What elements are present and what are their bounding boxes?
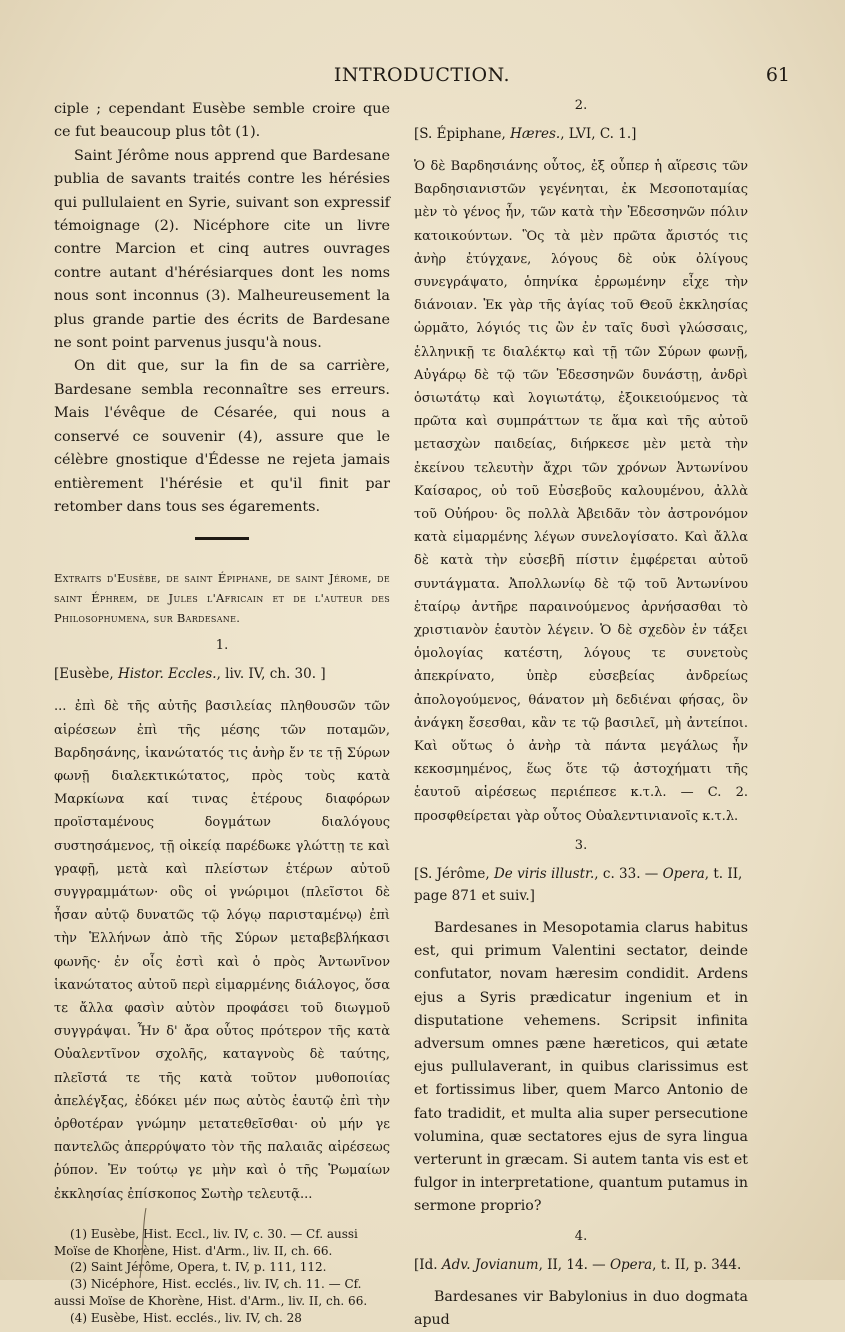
- source-reference: [414, 1254, 748, 1276]
- ref-title: Adv. Jovianum: [441, 1256, 539, 1273]
- ref-prefix: [S. Épiphane,: [414, 126, 511, 142]
- ref-middle: , c. 33. —: [594, 865, 663, 882]
- footnote: (2) Saint Jérôme, Opera, t. IV, p. 111, 112.: [70, 1260, 327, 1275]
- footnote: (3) Nicéphore, Hist. ecclés., liv. IV, ch. 11. — Cf. aussi Moïse de Khorène, Hist. d'Arm., liv. II, ch. 66.: [54, 1277, 368, 1308]
- extraits-heading: Extraits d'Eusèbe, de saint Épiphane, de saint Jérome, de saint Éphrem, de Jules l'Africain et de l'auteur des Philosophumena, sur Bardesane.: [54, 571, 390, 626]
- footnote: (4) Eusèbe, Hist. ecclés., liv. IV, ch. 28: [70, 1310, 302, 1325]
- running-head: [54, 64, 790, 86]
- latin-extract: Bardesanes vir Babylonius in duo dogmata apud: [414, 1288, 748, 1328]
- ref-title-2: Opera: [662, 865, 705, 882]
- footnotes: [54, 1226, 390, 1327]
- ref-suffix: , t. II, page 871 et suiv.]: [414, 865, 743, 904]
- section-number: 1.: [215, 638, 229, 654]
- source-reference: [414, 123, 748, 145]
- paper-crease-mark: [138, 1208, 148, 1278]
- ref-suffix: , LVI, C. 1.]: [560, 126, 637, 142]
- ref-middle: , II, 14. —: [538, 1256, 610, 1273]
- ref-suffix: , liv. IV, ch. 30. ]: [216, 666, 326, 683]
- ref-prefix: [Id.: [414, 1256, 442, 1273]
- body-paragraph: On dit que, sur la fin de sa carrière, Bardesane sembla reconnaître ses erreurs. Mais l'évêque de Césarée, qui nous a conservé ce souvenir (4), assure que le célèbre gnostique d'Édesse ne rejeta jamais entièrement l'hérésie et qu'il finit par retomber dans tous ses égarements.: [54, 358, 390, 515]
- running-title: INTRODUCTION.: [333, 64, 511, 86]
- section-number: 2.: [574, 98, 588, 113]
- source-reference: [54, 663, 390, 685]
- body-paragraph: Saint Jérôme nous apprend que Bardesane publia de savants traités contre les hérésies qui pullulaient en Syrie, suivant son expressif témoignage (2). Nicéphore cite un livre contre Marcion et cinq autres ouvrages contre autant d'hérésiarques dont les noms nous sont inconnus (3). Malheureusement la plus grande partie des écrits de Bardesane ne sont point parvenus jusqu'à nous.: [54, 147, 390, 352]
- right-column: [414, 98, 748, 1332]
- ref-title-2: Opera: [609, 1256, 653, 1273]
- left-column: [54, 98, 390, 1327]
- page-number: 61: [765, 64, 790, 86]
- ref-title: De viris illustr.: [493, 865, 595, 882]
- source-reference: [414, 863, 748, 907]
- ref-title: Histor. Eccles.: [117, 666, 217, 683]
- ref-suffix: , t. II, p. 344.: [652, 1256, 742, 1273]
- section-number: 4.: [574, 1228, 588, 1244]
- section-number: 3.: [574, 837, 588, 853]
- greek-extract: Ὁ δὲ Βαρδησιάνης οὗτος, ἐξ οὗπερ ἡ αἵρεσις τῶν Βαρδησιανιστῶν γεγένηται, ἐκ Μεσοποταμίας μὲν τὸ γένος ἦν, τῶν κατὰ τὴν Ἐδεσσηνῶν πόλιν κατοικούντων. Ὃς τὰ μὲν πρῶτα ἄριστός τις ἀνὴρ ἐτύγχανε, λόγους δὲ οὐκ ὀλίγους συνεγράψατο, ὁπηνίκα ἐρρωμένην εἶχε τὴν διάνοιαν. Ἐκ γὰρ τῆς ἁγίας τοῦ Θεοῦ ἐκκλησίας ὡρμᾶτο, λόγιός τις ὢν ἐν ταῖς δυσὶ γλώσσαις, ἑλληνικῇ τε διαλέκτῳ καὶ τῇ τῶν Σύρων φωνῇ, Αὐγάρῳ δὲ τῷ τῶν Ἐδεσσηνῶν δυνάστῃ, ἀνδρὶ ὁσιωτάτῳ καὶ λογιωτάτῳ, ἐξοικειούμενος τὰ πρῶτα καὶ συμπράττων τε ἅμα καὶ τῆς αὐτοῦ μετασχὼν παιδείας, διήρκεσε μὲν μετὰ τὴν ἐκείνου τελευτὴν ἄχρι τῶν χρόνων Ἀντωνίνου Καίσαρος, οὐ τοῦ Εὐσεβοῦς καλουμένου, ἀλλὰ τοῦ Οὐήρου· ὃς πολλὰ Ἀβειδᾶν τὸν ἀστρονόμον κατὰ εἱμαρμένης λέγων συνελογίσατο. Καὶ ἄλλα δὲ κατὰ τὴν εὐσεβῆ πίστιν ἐμφέρεται αὐτοῦ συντάγματα. Ἀπολλωνίῳ δὲ τῷ τοῦ Ἀντωνίνου ἑταίρῳ ἀντῆρε παραινούμενος ἀρνήσασθαι τὸ χριστιανὸν ἑαυτὸν λέγειν. Ὁ δὲ σχεδὸν ἐν τάξει ὁμολογίας κατέστη, λόγους τε συνετοὺς ἀπεκρίνατο, ὑπὲρ εὐσεβείας ἀνδρείως ἀπολογούμενος, θάνατον μὴ δεδιέναι φήσας, ὃν ἀνάγκη ἔσεσθαι, κἂν τε τῷ βασιλεῖ, μὴ ἀντείποι. Καὶ οὕτως ὁ ἀνὴρ τὰ πάντα μεγάλως ἦν κεκοσμημένος, ἕως ὅτε τῷ ἀστοχήματι τῆς ἑαυτοῦ αἱρέσεως περιέπεσε κ.τ.λ. — C. 2. προσφθείρεται γὰρ οὗτος Οὐαλεντινιανοῖς κ.τ.λ.: [414, 159, 748, 824]
- body-paragraph: ciple ; cependant Eusèbe semble croire que ce fut beaucoup plus tôt (1).: [54, 101, 390, 141]
- latin-extract: Bardesanes in Mesopotamia clarus habitus est, qui primum Valentini sectator, deinde confutator, novam hæresim condidit. Ardens ejus a Syris prædicatur ingenium et in disputatione vehemens. Scripsit infinita adversum omnes pæne hæreticos, qui ætate ejus pullulaverant, in quibus clarissimus est et fortissimus liber, quem Marco Antonio de fato tradidit, et multa alia super persecutione volumina, quæ sectatores ejus de syra lingua verterunt in græcam. Si autem tanta vis est et fulgor in interpretatione, quantum putamus in sermone proprio?: [414, 919, 748, 1215]
- section-divider: [195, 537, 249, 540]
- greek-extract: ... ἐπὶ δὲ τῆς αὐτῆς βασιλείας πληθουσῶν τῶν αἱρέσεων ἐπὶ τῆς μέσης τῶν ποταμῶν, Βαρδησάνης, ἱκανώτατός τις ἀνὴρ ἔν τε τῇ Σύρων φωνῇ διαλεκτικώτατος, πρὸς τοὺς κατὰ Μαρκίωνα καί τινας ἑτέρους διαφόρων προϊσταμένους δογμάτων διαλόγους συστησάμενος, τῇ οἰκείᾳ παρέδωκε γλώττῃ τε καὶ γραφῇ, μετὰ καὶ πλείστων ἑτέρων αὐτοῦ συγγραμμάτων· οὓς οἱ γνώριμοι (πλεῖστοι δὲ ἦσαν αὐτῷ δυνατῶς τῷ λόγῳ παρισταμένῳ) ἐπὶ τὴν Ἑλλήνων ἀπὸ τῆς Σύρων μεταβεβλήκασι φωνῆς· ἐν οἷς ἐστὶ καὶ ὁ πρὸς Ἀντωνῖνον ἱκανώτατος αὐτοῦ περὶ εἱμαρμένης διάλογος, ὅσα τε ἄλλα φασὶν αὐτὸν προφάσει τοῦ διωγμοῦ συγγράψαι. Ἦν δ' ἄρα οὗτος πρότερον τῆς κατὰ Οὐαλεντῖνον σχολῆς, καταγνοὺς δὲ ταύτης, πλεῖστά τε τῆς κατὰ τοῦτον μυθοποιίας ἀπελέγξας, ἐδόκει μέν πως αὐτὸς ἑαυτῷ ἐπὶ τὴν ὀρθοτέραν γνώμην μετατεθεῖσθαι· οὐ μήν γε παντελῶς ἀπερρύψατο τὸν τῆς παλαιᾶς αἱρέσεως ῥύπον. Ἐν τούτῳ γε μὴν καὶ ὁ τῆς Ῥωμαίων ἐκκλησίας ἐπίσκοπος Σωτὴρ τελευτᾷ...: [54, 699, 390, 1202]
- ref-prefix: [Eusèbe,: [54, 666, 118, 683]
- footnote: (1) Eusèbe, Hist. Eccl., liv. IV, c. 30. — Cf. aussi Moïse de Khorène, Hist. d'Arm., liv. II, ch. 66.: [54, 1226, 358, 1258]
- ref-title: Hæres.: [510, 126, 561, 142]
- ref-prefix: [S. Jérôme,: [414, 865, 494, 882]
